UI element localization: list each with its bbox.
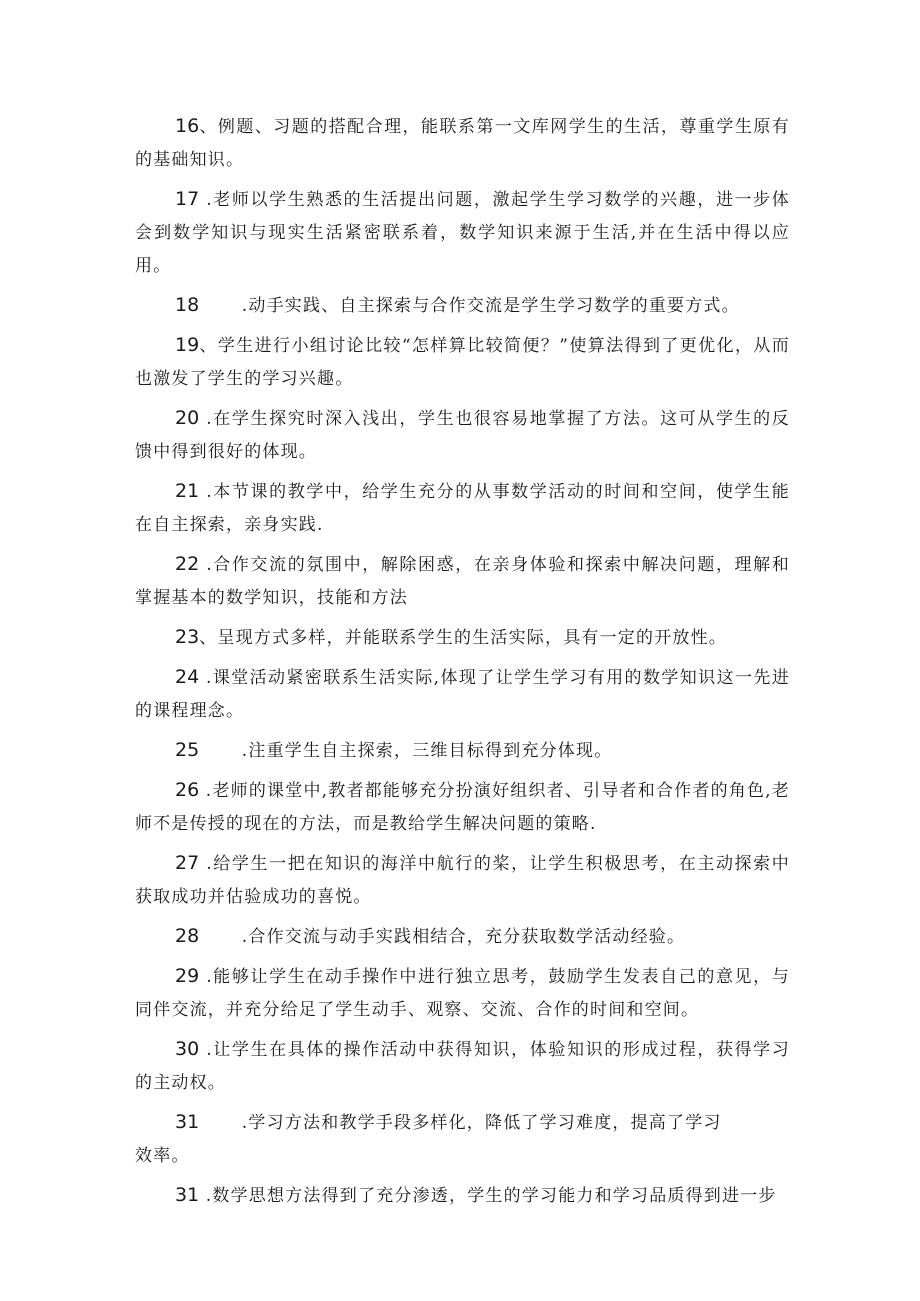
item-separator: . [235, 296, 249, 316]
item-text: 合作交流与动手实践相结合，充分获取数学活动经验。 [248, 927, 686, 947]
item-number: 31 [175, 1184, 200, 1206]
item-number: 17 [175, 188, 200, 210]
item-number: 27 [175, 852, 200, 874]
item-separator: . [199, 967, 213, 987]
paragraph-19 [135, 329, 790, 396]
item-text: 动手实践、自主探索与合作交流是学生学习数学的重要方式。 [248, 296, 740, 316]
item-number: 20 [175, 407, 200, 429]
item-text: 老师以学生熟悉的生活提出问题，激起学生学习数学的兴趣，进一步体会到数学知识与现实生活紧密联系着，数学知识来源于生活,并在生活中得以应用。 [135, 190, 790, 276]
item-number: 28 [175, 925, 200, 947]
item-text: 学生进行小组讨论比较“怎样算比较简便？”使算法得到了更优化，从而也激发了学生的学习兴趣。 [135, 336, 791, 389]
item-text: 本节课的教学中，给学生充分的从事数学活动的时间和空间，使学生能在自主探索，亲身实践. [135, 482, 790, 535]
paragraph-17 [135, 183, 790, 283]
item-separator: 、 [199, 117, 218, 137]
paragraph-23 [135, 621, 790, 655]
item-number: 21 [175, 480, 200, 502]
item-text: 学习方法和教学手段多样化，降低了学习难度，提高了学习 [248, 1113, 722, 1133]
paragraph-26 [135, 774, 790, 841]
item-text: 给学生一把在知识的海洋中航行的桨，让学生积极思考，在主动探索中获取成功并估验成功的喜悦。 [135, 854, 790, 907]
paragraph-22 [135, 548, 790, 615]
item-separator: . [199, 1186, 213, 1206]
item-text-continuation: 效率。 [135, 1146, 190, 1166]
item-number: 24 [175, 666, 200, 688]
paragraph-27 [135, 847, 790, 914]
item-number: 29 [175, 965, 200, 987]
item-separator: . [235, 1113, 249, 1133]
item-number: 22 [175, 553, 200, 575]
item-text: 例题、习题的搭配合理，能联系第一文库网学生的生活，尊重学生原有的基础知识。 [135, 117, 791, 170]
item-text: 老师的课堂中,教者都能够充分扮演好组织者、引导者和合作者的角色,老师不是传授的现在的方法，而是教给学生解决问题的策略. [135, 781, 790, 834]
item-number: 23 [175, 626, 200, 648]
paragraph-29 [135, 960, 790, 1027]
paragraph-18 [135, 289, 790, 323]
paragraph-31b [135, 1179, 790, 1213]
item-text: 合作交流的氛围中，解除困惑，在亲身体验和探索中解决问题，理解和掌握基本的数学知识，技能和方法 [135, 555, 790, 608]
paragraph-21 [135, 475, 790, 542]
item-text: 课堂活动紧密联系生活实际,体现了让学生学习有用的数学知识这一先进的课程理念。 [135, 668, 790, 721]
item-separator: . [199, 1040, 213, 1060]
item-number: 16 [175, 115, 200, 137]
item-separator: 、 [199, 336, 218, 356]
item-text: 让学生在具体的操作活动中获得知识，体验知识的形成过程，获得学习的主动权。 [135, 1040, 790, 1093]
item-number: 19 [175, 334, 200, 356]
item-number: 26 [175, 779, 200, 801]
item-text: 数学思想方法得到了充分渗透，学生的学习能力和学习品质得到进一步 [212, 1186, 777, 1206]
item-text: 呈现方式多样，并能联系学生的生活实际，具有一定的开放性。 [217, 628, 727, 648]
item-separator: . [199, 854, 213, 874]
item-text: 能够让学生在动手操作中进行独立思考，鼓励学生发表自己的意见，与同伴交流，并充分给足了学生动手、观察、交流、合作的时间和空间。 [135, 967, 790, 1020]
item-separator: . [199, 781, 213, 801]
item-separator: . [235, 927, 249, 947]
paragraph-31a [135, 1106, 790, 1173]
paragraph-24 [135, 661, 790, 728]
paragraph-30 [135, 1033, 790, 1100]
item-separator: . [199, 190, 213, 210]
item-separator: . [199, 409, 213, 429]
item-separator: . [199, 482, 213, 502]
item-number: 18 [175, 294, 200, 316]
paragraph-16 [135, 110, 790, 177]
item-separator: 、 [199, 628, 218, 648]
paragraph-20 [135, 402, 790, 469]
paragraph-25 [135, 734, 790, 768]
item-text: 在学生探究时深入浅出，学生也很容易地掌握了方法。这可从学生的反馈中得到很好的体现。 [135, 409, 790, 462]
item-separator: . [199, 668, 213, 688]
item-text: 注重学生自主探索，三维目标得到充分体现。 [248, 741, 613, 761]
document-body [135, 110, 790, 1213]
item-separator: . [199, 555, 213, 575]
item-number: 30 [175, 1038, 200, 1060]
paragraph-28 [135, 920, 790, 954]
item-number: 25 [175, 739, 200, 761]
item-separator: . [235, 741, 249, 761]
item-number: 31 [175, 1111, 200, 1133]
